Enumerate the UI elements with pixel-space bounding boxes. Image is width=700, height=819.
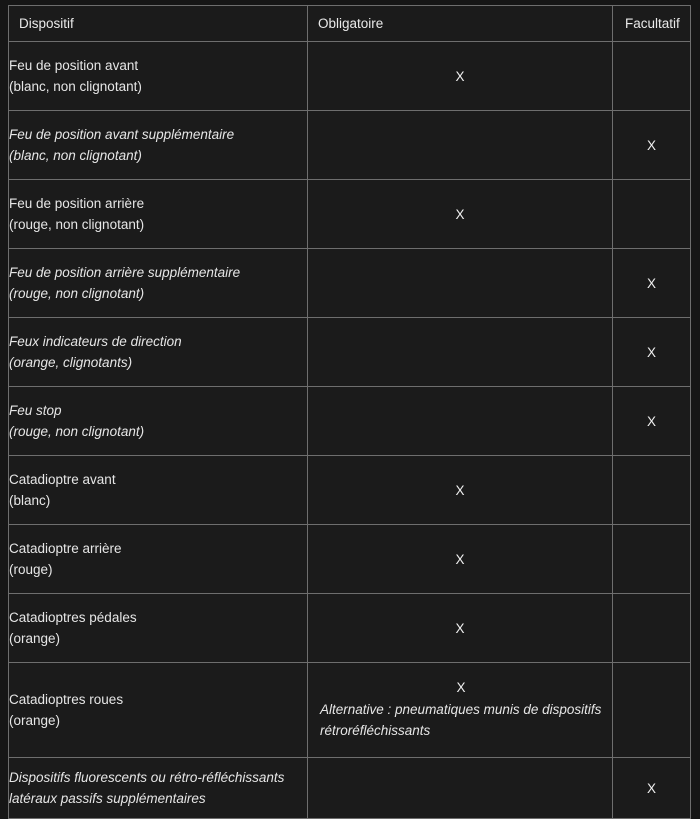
- device-name: Catadioptre avant: [9, 472, 116, 487]
- cell-optional: [613, 594, 691, 663]
- device-name: Feu de position avant supplémentaire: [9, 127, 235, 142]
- device-name: Feu de position avant: [9, 58, 139, 73]
- column-header-device: Dispositif: [9, 6, 308, 42]
- cell-optional: [613, 249, 691, 318]
- table-row: [9, 249, 691, 318]
- optional-mark: X: [646, 344, 656, 360]
- cell-optional: [613, 456, 691, 525]
- table-container: [8, 5, 690, 819]
- device-detail: (rouge, non clignotant): [9, 217, 145, 232]
- device-name: Feu de position arrière supplémentaire: [9, 265, 241, 280]
- cell-optional: [613, 525, 691, 594]
- device-detail: (rouge, non clignotant): [9, 424, 145, 439]
- device-detail: latéraux passifs supplémentaires: [9, 791, 206, 806]
- table-row: [9, 180, 691, 249]
- table-body: [9, 42, 691, 819]
- cell-device: [9, 180, 308, 249]
- device-name: Catadioptres pédales: [9, 610, 137, 625]
- cell-optional: [613, 318, 691, 387]
- cell-device: [9, 525, 308, 594]
- table-row: [9, 663, 691, 758]
- column-header-required: Obligatoire: [308, 6, 613, 42]
- cell-device: [9, 456, 308, 525]
- cell-optional: [613, 180, 691, 249]
- table-row: [9, 318, 691, 387]
- required-mark: X: [455, 620, 465, 636]
- cell-optional: [613, 387, 691, 456]
- cell-required: [308, 594, 613, 663]
- optional-mark: X: [646, 413, 656, 429]
- cell-device: [9, 318, 308, 387]
- cell-device: [9, 249, 308, 318]
- table-row: [9, 758, 691, 819]
- cell-device: [9, 663, 308, 758]
- cell-device: [9, 387, 308, 456]
- device-name: Catadioptre arrière: [9, 541, 122, 556]
- table-row: [9, 387, 691, 456]
- device-detail: (orange): [9, 713, 61, 728]
- cell-device: [9, 111, 308, 180]
- table-row: [9, 42, 691, 111]
- column-header-optional: Facultatif: [613, 6, 691, 42]
- cell-required: [308, 180, 613, 249]
- table-row: [9, 456, 691, 525]
- device-name: Feux indicateurs de direction: [9, 334, 182, 349]
- required-mark: X: [455, 482, 465, 498]
- device-name: Feu stop: [9, 403, 62, 418]
- cell-required: [308, 42, 613, 111]
- device-detail: (orange): [9, 631, 61, 646]
- table-row: [9, 111, 691, 180]
- cell-optional: [613, 758, 691, 819]
- required-mark: X: [456, 680, 466, 695]
- optional-mark: X: [646, 137, 656, 153]
- required-mark: X: [455, 206, 465, 222]
- device-detail: (rouge, non clignotant): [9, 286, 145, 301]
- required-alternative-note: Alternative : pneumatiques munis de dispositifs rétroréfléchissants: [320, 702, 602, 738]
- cell-device: [9, 42, 308, 111]
- cell-optional: [613, 663, 691, 758]
- cell-optional: [613, 42, 691, 111]
- cell-required: [308, 318, 613, 387]
- table-row: [9, 594, 691, 663]
- required-mark: X: [455, 551, 465, 567]
- device-name: Dispositifs fluorescents ou rétro-réfléchissants: [9, 770, 285, 785]
- cell-device: [9, 594, 308, 663]
- table-header-row: [9, 6, 691, 42]
- cell-optional: [613, 111, 691, 180]
- device-name: Catadioptres roues: [9, 692, 124, 707]
- device-detail: (orange, clignotants): [9, 355, 133, 370]
- cell-device: [9, 758, 308, 819]
- cell-required: [308, 663, 613, 758]
- optional-mark: X: [646, 780, 656, 796]
- optional-mark: X: [646, 275, 656, 291]
- device-detail: (blanc, non clignotant): [9, 148, 142, 163]
- device-detail: (blanc, non clignotant): [9, 79, 142, 94]
- device-name: Feu de position arrière: [9, 196, 145, 211]
- device-detail: (rouge): [9, 562, 53, 577]
- required-mark: X: [455, 68, 465, 84]
- cell-required: [308, 387, 613, 456]
- cell-required: [308, 525, 613, 594]
- cell-required: [308, 758, 613, 819]
- cell-required: [308, 111, 613, 180]
- cell-required: [308, 249, 613, 318]
- device-detail: (blanc): [9, 493, 51, 508]
- cell-required: [308, 456, 613, 525]
- lighting-requirements-table: [8, 5, 691, 819]
- table-row: [9, 525, 691, 594]
- table-header: [9, 6, 691, 42]
